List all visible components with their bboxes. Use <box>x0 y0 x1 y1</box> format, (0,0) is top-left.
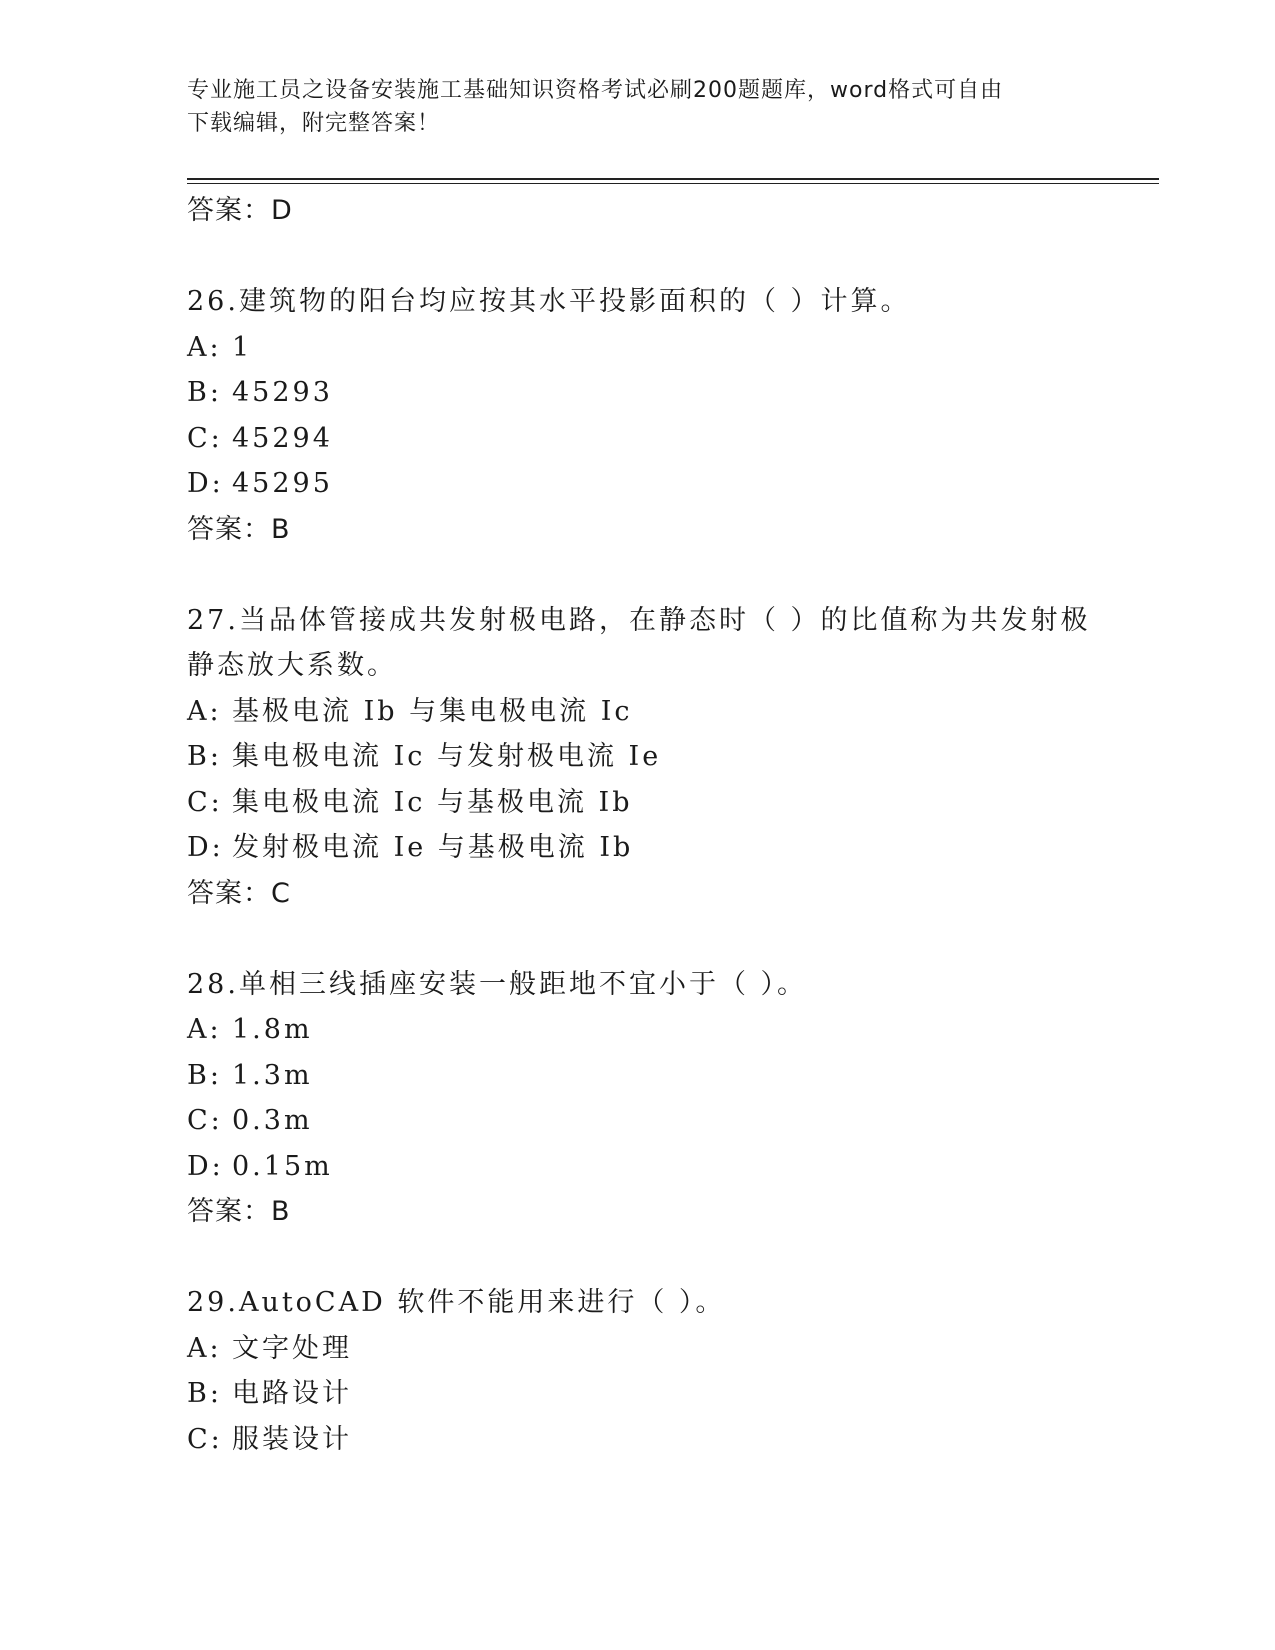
correct-answer: 答案：C <box>187 877 291 909</box>
option-text: 发射极电流 Ie 与基极电流 Ib <box>232 832 634 863</box>
option-text: 集电极电流 Ic 与基极电流 Ib <box>232 786 633 818</box>
option-label: C: <box>187 422 223 454</box>
question-block <box>187 598 1091 917</box>
question-block <box>187 279 1087 553</box>
option-label: D: <box>187 832 224 863</box>
header-line-2: 下载编辑，附完整答案！ <box>187 111 441 136</box>
answer-option <box>187 1371 1087 1417</box>
option-label: B: <box>187 1378 222 1409</box>
question-spacer <box>187 553 1087 598</box>
document-header <box>187 74 1087 140</box>
option-text: 电路设计 <box>232 1378 352 1409</box>
question-spacer <box>187 1235 1087 1280</box>
previous-answer: 答案：D <box>187 195 293 226</box>
answer-option <box>187 461 1087 507</box>
option-text: 1 <box>232 331 253 363</box>
option-text: 文字处理 <box>232 1332 352 1364</box>
answer-option <box>187 1053 1087 1099</box>
header-divider <box>187 178 1159 184</box>
option-text: 1.8m <box>232 1014 313 1045</box>
answer-option <box>187 370 1087 416</box>
answer-option <box>187 825 1087 871</box>
option-text: 服装设计 <box>232 1423 352 1455</box>
question-text: 26.建筑物的阳台均应按其水平投影面积的（ ）计算。 <box>187 286 911 317</box>
option-label: B: <box>187 377 222 408</box>
option-text: 基极电流 Ib 与集电极电流 Ic <box>232 695 633 727</box>
answer-option <box>187 1007 1087 1053</box>
answer-option <box>187 1098 1087 1144</box>
correct-answer: 答案：B <box>187 513 291 545</box>
answer-option <box>187 325 1087 371</box>
option-label: B: <box>187 1059 222 1091</box>
option-text: 45294 <box>232 422 333 454</box>
option-label: C: <box>187 786 223 818</box>
option-label: D: <box>187 468 224 499</box>
option-text: 0.3m <box>232 1105 313 1136</box>
option-label: A: <box>187 331 222 363</box>
answer-option <box>187 1326 1087 1372</box>
option-label: D: <box>187 1150 224 1182</box>
option-label: A: <box>187 695 222 727</box>
question-list <box>187 188 1091 1462</box>
question-text: 29.AutoCAD 软件不能用来进行（ ）。 <box>187 1287 726 1318</box>
option-text: 45295 <box>232 468 333 499</box>
answer-option <box>187 416 1087 462</box>
answer-option <box>187 689 1087 735</box>
question-spacer <box>187 917 1087 962</box>
question-block <box>187 962 1087 1236</box>
option-label: B: <box>187 741 222 772</box>
option-label: C: <box>187 1105 223 1136</box>
option-text: 45293 <box>232 377 333 408</box>
option-text: 0.15m <box>232 1150 333 1182</box>
answer-option <box>187 734 1087 780</box>
option-text: 集电极电流 Ic 与发射极电流 Ie <box>232 741 662 772</box>
correct-answer: 答案：B <box>187 1196 291 1227</box>
question-block <box>187 1280 1087 1462</box>
option-label: C: <box>187 1423 223 1455</box>
question-text: 静态放大系数。 <box>187 650 397 681</box>
answer-option <box>187 1417 1087 1463</box>
question-text: 28.单相三线插座安装一般距地不宜小于（ ）。 <box>187 968 808 1000</box>
option-label: A: <box>187 1332 222 1364</box>
question-text: 27.当品体管接成共发射极电路，在静态时（ ）的比值称为共发射极 <box>187 604 1091 636</box>
option-text: 1.3m <box>232 1059 313 1091</box>
question-spacer <box>187 234 1087 279</box>
header-line-1: 专业施工员之设备安装施工基础知识资格考试必刷200题题库，word格式可自由 <box>187 78 1004 103</box>
answer-option <box>187 1144 1087 1190</box>
option-label: A: <box>187 1014 222 1045</box>
answer-option <box>187 780 1087 826</box>
